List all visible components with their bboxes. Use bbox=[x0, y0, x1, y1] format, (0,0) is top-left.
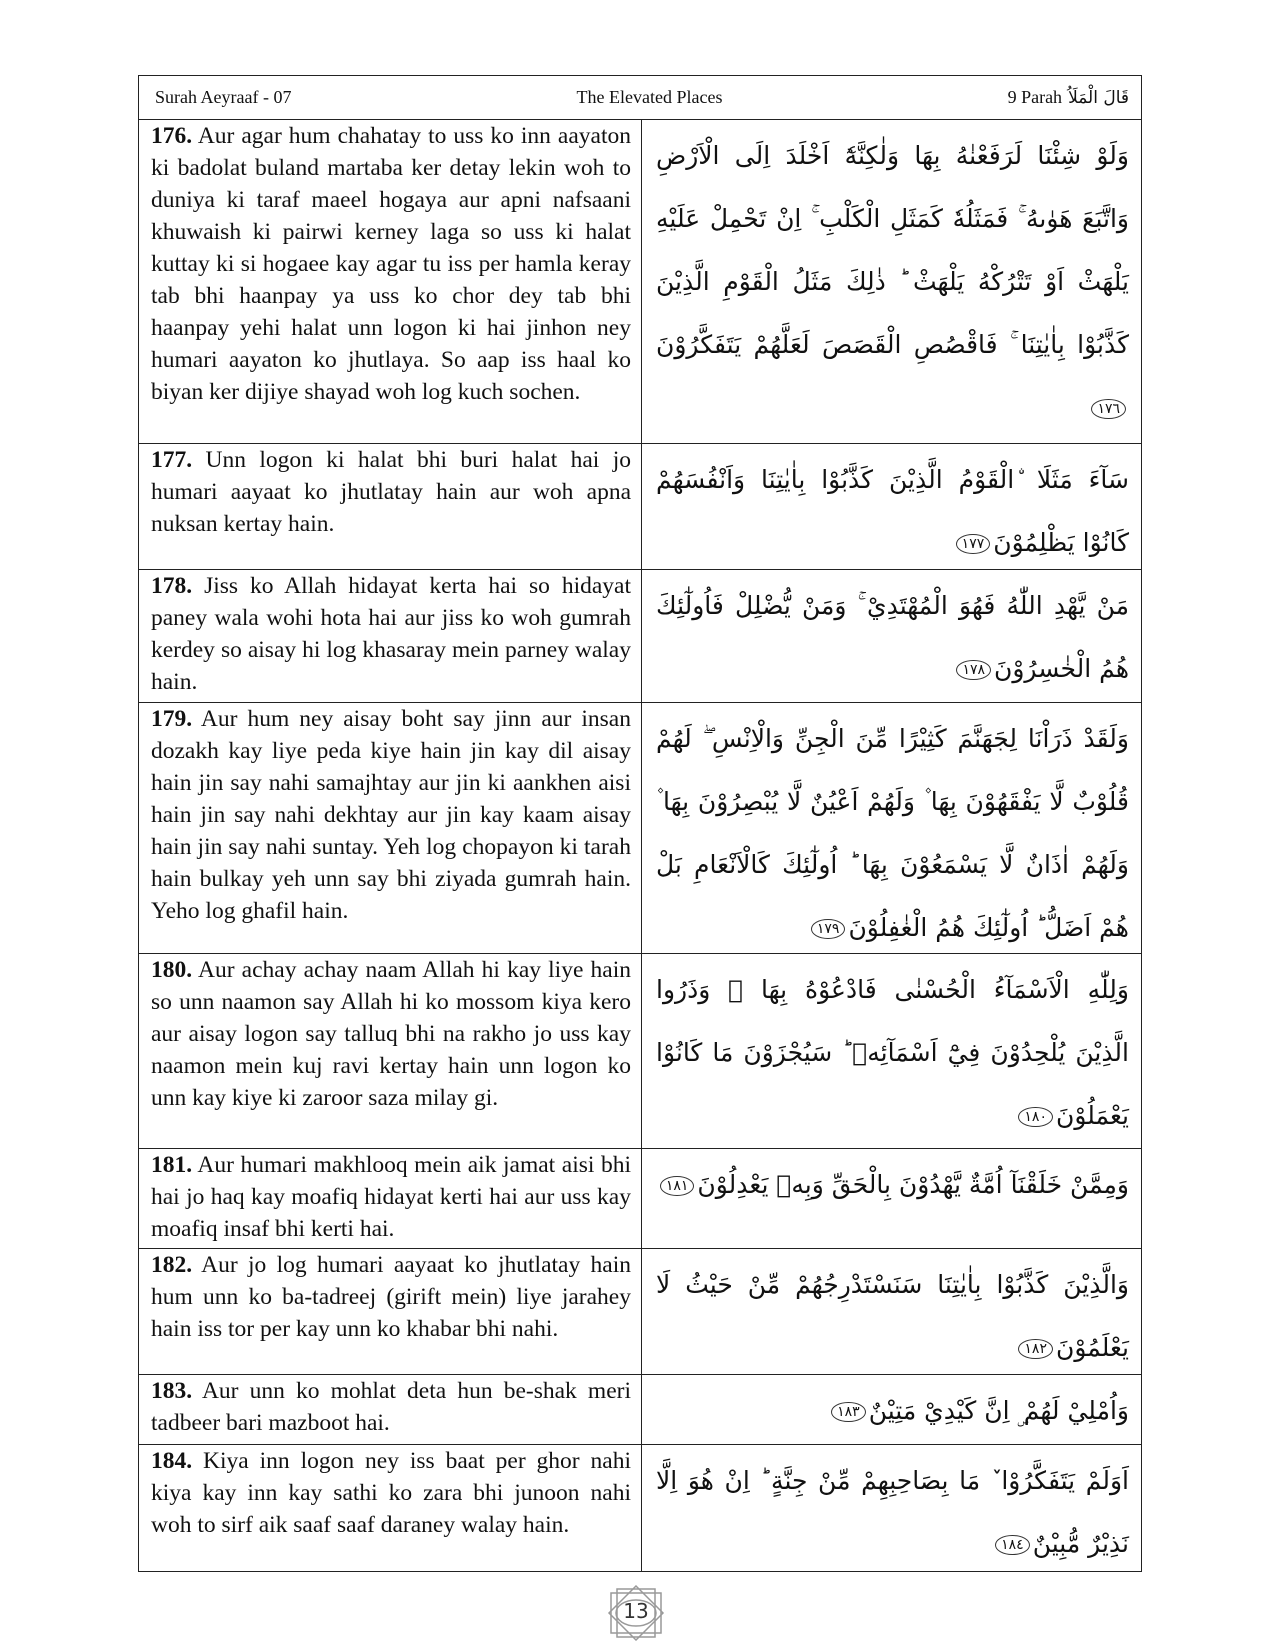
parah-number: 9 Parah bbox=[1007, 87, 1063, 107]
translation-text: Jiss ko Allah hidayat kerta hai so hidayat paney wala wohi hota hai aur jiss ko woh gumrah kerdey so aisay hi log khasaray mein parney walay hain. bbox=[151, 573, 631, 695]
arabic-text: مَنْ يَّهْدِ اللّٰهُ فَهُوَ الْمُهْتَدِيْ ۚ وَمَنْ يُّضْلِلْ فَاُولٰٓئِكَ هُمُ الْخٰسِرُوْنَ bbox=[656, 591, 1129, 683]
verse-number: 179. bbox=[151, 706, 193, 732]
arabic-cell bbox=[642, 1249, 1141, 1374]
translation-cell bbox=[139, 1445, 642, 1571]
translation-text: Aur agar hum chahatay to uss ko inn aayaton ki badolat buland martaba ker detay lekin woh to duniya ki taraf maeel hogaya aur apni nafsaani khuwaish ki pairwi kerney laga so uss ki halat kuttay ki si hogaee kay agar tu iss per hamla keray tab bhi haanpay ya uss ko chor dey tab bhi haanpay yehi halat unn logon ki hai jinhon ney humari aayaton ko jhutlaya. So aap iss haal ko biyan ker dijiye shayad woh log kuch sochen. bbox=[151, 123, 631, 405]
translation-cell bbox=[139, 120, 642, 443]
verse-table bbox=[138, 75, 1142, 1572]
parah-arabic-name: قَالَ الْمَلَاُ bbox=[1068, 87, 1129, 108]
arabic-cell bbox=[642, 1445, 1141, 1571]
ayah-end-marker-icon: ١٨٤ bbox=[995, 1535, 1030, 1555]
translation-cell bbox=[139, 1375, 642, 1444]
translation-text: Aur humari makhlooq mein aik jamat aisi bhi hai jo haq kay moafiq hidayat kerti hai aur uss kay moafiq insaf bhi kerti hai. bbox=[151, 1152, 631, 1242]
arabic-text: اَوَلَمْ يَتَفَكَّرُوْا ٚ مَا بِصَاحِبِهِمْ مِّنْ جِنَّةٍ ؕ اِنْ هُوَ اِلَّا نَذِيْرٌ مُّبِيْنٌ bbox=[656, 1466, 1129, 1558]
arabic-cell bbox=[642, 703, 1141, 953]
arabic-cell bbox=[642, 1149, 1141, 1248]
verse-row-178 bbox=[139, 570, 1141, 703]
verse-row-184 bbox=[139, 1445, 1141, 1571]
verse-row-180 bbox=[139, 954, 1141, 1149]
translation-text: Unn logon ki halat bhi buri halat hai jo humari aayaat ko jhutlatay hain aur woh apna nuksan kertay hain. bbox=[151, 447, 631, 537]
arabic-text: وَالَّذِيْنَ كَذَّبُوْا بِاٰيٰتِنَا سَنَسْتَدْرِجُهُمْ مِّنْ حَيْثُ لَا يَعْلَمُوْنَ bbox=[656, 1270, 1129, 1362]
verse-row-177 bbox=[139, 444, 1141, 570]
translation-cell bbox=[139, 954, 642, 1148]
arabic-cell bbox=[642, 1375, 1141, 1444]
ayah-end-marker-icon: ١٧٦ bbox=[1091, 399, 1126, 419]
verse-row-179 bbox=[139, 703, 1141, 954]
translation-cell bbox=[139, 570, 642, 702]
verse-number: 184. bbox=[151, 1448, 193, 1474]
translation-text: Aur achay achay naam Allah hi kay liye hain so unn naamon say Allah hi ko mossom kiya kero aur aisay logon say talluq bhi na rakho jo uss kay naamon mein kuj ravi kertay hain unn logon ko unn kay kiye ki zaroor saza milay gi. bbox=[151, 957, 631, 1111]
ayah-end-marker-icon: ١٨٠ bbox=[1018, 1107, 1053, 1127]
verse-number: 178. bbox=[151, 573, 193, 599]
page-header bbox=[139, 76, 1141, 120]
verse-row-183 bbox=[139, 1375, 1141, 1445]
translation-text: Aur hum ney aisay boht say jinn aur insan dozakh kay liye peda kiye hain jin kay dil aisay hain jin say nahi samajhtay aur jin ki aankhen aisi hain jin say nahi dekhtay aur jin kay kaam aisay hain jin say nahi suntay. Yeh log chopayon ki tarah hain bulkay yeh unn say bhi ziyada gumrah hain. Yeho log ghafil hain. bbox=[151, 706, 631, 924]
arabic-text: وَمِمَّنْ خَلَقْنَآ اُمَّةٌ يَّهْدُوْنَ بِالْحَقِّ وَبِهٖ يَعْدِلُوْنَ bbox=[697, 1170, 1129, 1199]
page-number-badge bbox=[603, 1585, 669, 1641]
surah-title: The Elevated Places bbox=[576, 87, 723, 107]
verse-number: 180. bbox=[151, 957, 193, 983]
arabic-cell bbox=[642, 120, 1141, 443]
arabic-text: وَلَقَدْ ذَرَاْنَا لِجَهَنَّمَ كَثِيْرًا مِّنَ الْجِنِّ وَالْاِنْسِ ۖ لَهُمْ قُلُوْبٌ لَّا يَفْقَهُوْنَ بِهَا ۫ وَلَهُمْ اَعْيُنٌ لَّا يُبْصِرُوْنَ بِهَا ۫ وَلَهُمْ اٰذَانٌ لَّا يَسْمَعُوْنَ بِهَا ؕ اُولٰٓئِكَ كَالْاَنْعَامِ بَلْ هُمْ اَضَلُّ ؕ اُولٰٓئِكَ هُمُ الْغٰفِلُوْنَ bbox=[656, 724, 1129, 942]
translation-cell bbox=[139, 444, 642, 569]
verse-number: 183. bbox=[151, 1378, 193, 1404]
ayah-end-marker-icon: ١٧٨ bbox=[956, 660, 991, 680]
ayah-end-marker-icon: ١٧٧ bbox=[956, 534, 991, 554]
verse-row-176 bbox=[139, 120, 1141, 444]
arabic-cell bbox=[642, 444, 1141, 569]
verse-number: 181. bbox=[151, 1152, 193, 1178]
verse-row-182 bbox=[139, 1249, 1141, 1375]
arabic-text: وَاُمْلِيْ لَهُمْ ۣ اِنَّ كَيْدِيْ مَتِيْنٌ bbox=[868, 1396, 1129, 1425]
verse-number: 177. bbox=[151, 447, 193, 473]
translation-cell bbox=[139, 703, 642, 953]
translation-text: Kiya inn logon ney iss baat per ghor nahi kiya kay inn kay sathi ko zara bhi junoon nahi woh to sirf aik saaf saaf daraney walay hain. bbox=[151, 1448, 631, 1538]
surah-name: Surah Aeyraaf - 07 bbox=[155, 87, 292, 107]
arabic-text: سَآءَ مَثَلَا ۨالْقَوْمُ الَّذِيْنَ كَذَّبُوْا بِاٰيٰتِنَا وَاَنْفُسَهُمْ كَانُوْا يَظْلِمُوْنَ bbox=[656, 465, 1129, 557]
ayah-end-marker-icon: ١٧٩ bbox=[811, 919, 846, 939]
ayah-end-marker-icon: ١٨١ bbox=[660, 1176, 695, 1196]
ayah-end-marker-icon: ١٨٢ bbox=[1018, 1339, 1053, 1359]
verse-row-181 bbox=[139, 1149, 1141, 1249]
ayah-end-marker-icon: ١٨٣ bbox=[831, 1402, 866, 1422]
translation-cell bbox=[139, 1249, 642, 1374]
page-number: 13 bbox=[623, 1599, 649, 1623]
arabic-cell bbox=[642, 954, 1141, 1148]
translation-cell bbox=[139, 1149, 642, 1248]
translation-text: Aur jo log humari aayaat ko jhutlatay hain hum unn ko ba-tadreej (girift mein) liye jarahey hain iss tor per kay unn ko khabar bhi nahi. bbox=[151, 1252, 631, 1342]
verse-number: 176. bbox=[151, 123, 193, 149]
arabic-text: وَلِلّٰهِ الْاَسْمَآءُ الْحُسْنٰى فَادْعُوْهُ بِهَا ۪ وَذَرُوا الَّذِيْنَ يُلْحِدُوْنَ فِيْٓ اَسْمَآئِهٖ ؕ سَيُجْزَوْنَ مَا كَانُوْا يَعْمَلُوْنَ bbox=[656, 975, 1129, 1130]
parah-label bbox=[1008, 87, 1129, 108]
arabic-text: وَلَوْ شِئْنَا لَرَفَعْنٰهُ بِهَا وَلٰكِنَّهٗٓ اَخْلَدَ اِلَى الْاَرْضِ وَاتَّبَعَ هَوٰىهُ ۚ فَمَثَلُهٗ كَمَثَلِ الْكَلْبِ ۚ اِنْ تَحْمِلْ عَلَيْهِ يَلْهَثْ اَوْ تَتْرُكْهُ يَلْهَثْ ؕ ذٰلِكَ مَثَلُ الْقَوْمِ الَّذِيْنَ كَذَّبُوْا بِاٰيٰتِنَا ۚ فَاقْصُصِ الْقَصَصَ لَعَلَّهُمْ يَتَفَكَّرُوْنَ bbox=[656, 141, 1129, 359]
verse-number: 182. bbox=[151, 1252, 193, 1278]
translation-text: Aur unn ko mohlat deta hun be-shak meri tadbeer bari mazboot hai. bbox=[151, 1378, 631, 1436]
arabic-cell bbox=[642, 570, 1141, 702]
